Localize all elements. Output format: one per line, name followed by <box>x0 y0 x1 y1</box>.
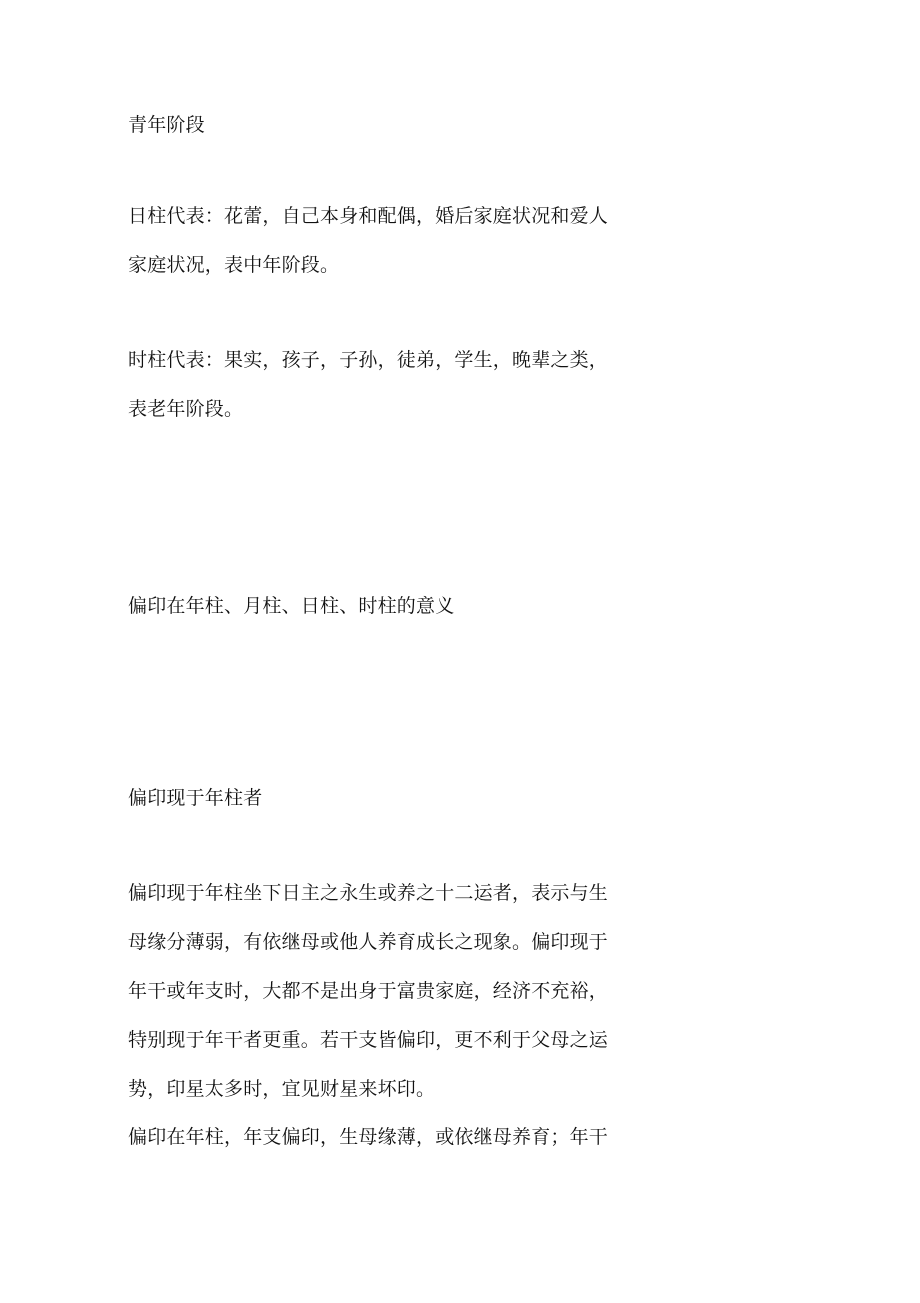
paragraph-year-pillar-line-2: 母缘分薄弱，有依继母或他人养育成长之现象。偏印现于 <box>128 931 609 953</box>
paragraph-day-pillar-line-1: 日柱代表：花蕾，自己本身和配偶，婚后家庭状况和爱人 <box>128 205 609 227</box>
paragraph-year-pillar-line-5: 势，印星太多时，宜见财星来坏印。 <box>128 1078 436 1100</box>
paragraph-year-pillar-line-1: 偏印现于年柱坐下日主之永生或养之十二运者，表示与生 <box>128 882 609 904</box>
section-heading-pian-yin-meaning: 偏印在年柱、月柱、日柱、时柱的意义 <box>128 595 455 617</box>
section-heading-youth-stage: 青年阶段 <box>128 114 205 136</box>
paragraph-hour-pillar-line-2: 表老年阶段。 <box>128 398 244 420</box>
paragraph-year-pillar-line-4: 特别现于年干者更重。若干支皆偏印，更不利于父母之运 <box>128 1029 609 1051</box>
paragraph-day-pillar-line-2: 家庭状况，表中年阶段。 <box>128 254 340 276</box>
section-heading-pian-yin-year-pillar: 偏印现于年柱者 <box>128 787 263 809</box>
paragraph-hour-pillar-line-1: 时柱代表：果实，孩子，子孙，徒弟，学生，晚辈之类， <box>128 349 609 371</box>
paragraph-year-pillar-summary-line-1: 偏印在年柱，年支偏印，生母缘薄，或依继母养育；年干 <box>128 1126 609 1148</box>
paragraph-year-pillar-line-3: 年干或年支时，大都不是出身于富贵家庭，经济不充裕， <box>128 980 609 1002</box>
